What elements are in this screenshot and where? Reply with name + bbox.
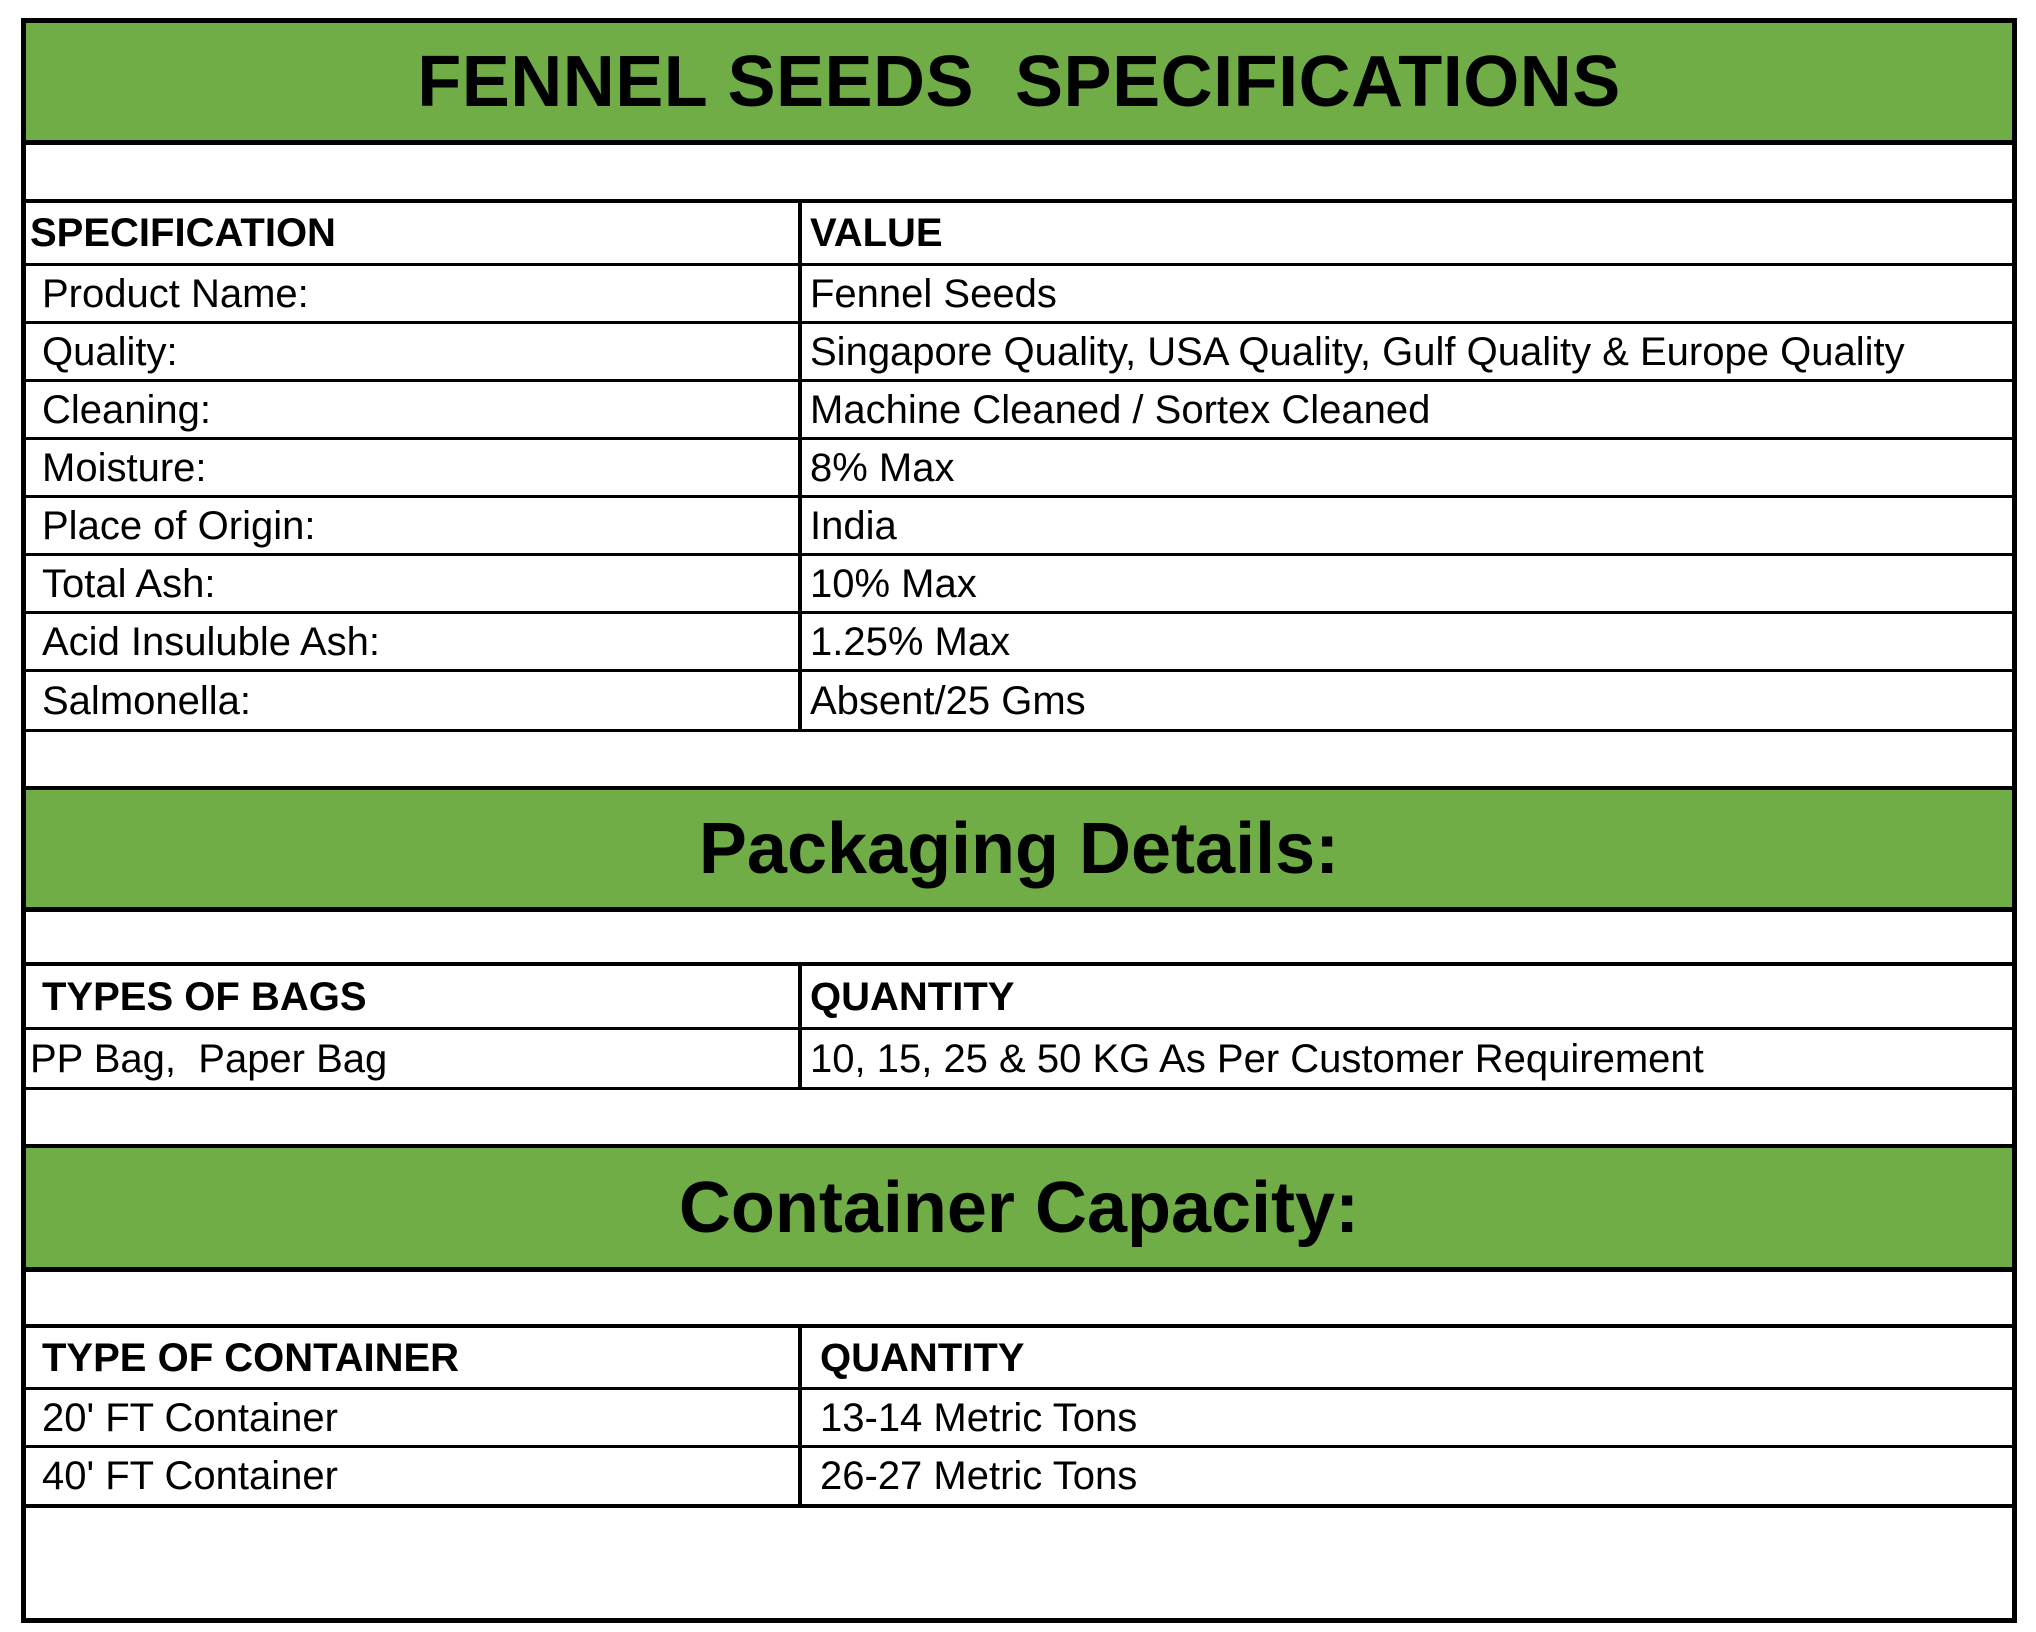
spacer-row (26, 1272, 2012, 1328)
spec-header-row (26, 203, 2012, 266)
spacer-row (26, 1090, 2012, 1148)
value-cell (802, 614, 2012, 669)
label-cell (26, 440, 802, 495)
value-cell (802, 324, 2012, 379)
table-row (26, 614, 2012, 672)
label-cell (26, 672, 802, 729)
container-header-row (26, 1328, 2012, 1390)
table-row (26, 1448, 2012, 1508)
spec-header-right: VALUE (810, 211, 943, 255)
container-title-band (26, 1148, 2012, 1272)
row-value: 10, 15, 25 & 50 KG As Per Customer Requirement (810, 1036, 1704, 1081)
row-value: Machine Cleaned / Sortex Cleaned (810, 387, 1431, 432)
table-row (26, 556, 2012, 614)
table-row (26, 382, 2012, 440)
row-label: Moisture: (42, 445, 207, 490)
value-cell (802, 266, 2012, 321)
value-cell (802, 556, 2012, 611)
container-header-left-cell (26, 1328, 802, 1387)
table-row (26, 1030, 2012, 1090)
spec-header-left-cell (26, 203, 802, 263)
row-value: India (810, 503, 897, 548)
label-cell (26, 1448, 802, 1504)
packaging-header-left-cell (26, 966, 802, 1027)
value-cell (802, 498, 2012, 553)
row-value: 10% Max (810, 561, 977, 606)
row-label: Salmonella: (42, 678, 252, 723)
packaging-header-left: TYPES OF BAGS (42, 974, 367, 1019)
value-cell (802, 440, 2012, 495)
spec-title-band (26, 23, 2012, 145)
container-header-right: QUANTITY (820, 1335, 1025, 1380)
value-cell (802, 1390, 2012, 1445)
row-value: Absent/25 Gms (810, 678, 1086, 723)
value-cell (802, 1030, 2012, 1087)
container-header-right-cell (802, 1328, 2012, 1387)
label-cell (26, 614, 802, 669)
label-cell (26, 556, 802, 611)
label-cell (26, 382, 802, 437)
value-cell (802, 382, 2012, 437)
spacer-row (26, 145, 2012, 203)
label-cell (26, 498, 802, 553)
row-value: 1.25% Max (810, 619, 1011, 664)
value-cell (802, 672, 2012, 729)
row-label: Product Name: (42, 271, 309, 316)
row-label: Acid Insuluble Ash: (42, 619, 380, 664)
label-cell (26, 1030, 802, 1087)
row-label: 40' FT Container (42, 1454, 338, 1498)
packaging-header-row (26, 966, 2012, 1030)
spec-header-right-cell (802, 203, 2012, 263)
spec-sheet (21, 18, 2017, 1623)
packaging-title-band (26, 790, 2012, 912)
row-value: 8% Max (810, 445, 955, 490)
row-value: Fennel Seeds (810, 271, 1057, 316)
table-row (26, 266, 2012, 324)
label-cell (26, 266, 802, 321)
table-row (26, 440, 2012, 498)
value-cell (802, 1448, 2012, 1504)
spec-header-left: SPECIFICATION (30, 211, 336, 255)
row-label: Cleaning: (42, 387, 212, 432)
row-label: Place of Origin: (42, 503, 316, 548)
label-cell (26, 1390, 802, 1445)
table-row (26, 324, 2012, 382)
table-row (26, 498, 2012, 556)
packaging-title: Packaging Details: (698, 808, 1340, 889)
row-value: 26-27 Metric Tons (820, 1454, 1138, 1498)
row-value: Singapore Quality, USA Quality, Gulf Quality & Europe Quality (810, 329, 1905, 374)
spacer-row (26, 732, 2012, 790)
label-cell (26, 324, 802, 379)
spacer-row (26, 912, 2012, 966)
spec-title: FENNEL SEEDS SPECIFICATIONS (417, 41, 1621, 122)
packaging-header-right-cell (802, 966, 2012, 1027)
row-label: Quality: (42, 329, 178, 374)
container-header-left: TYPE OF CONTAINER (42, 1335, 460, 1380)
packaging-header-right: QUANTITY (810, 974, 1015, 1019)
container-title: Container Capacity: (678, 1167, 1360, 1248)
row-value: 13-14 Metric Tons (820, 1395, 1138, 1440)
row-label: 20' FT Container (42, 1395, 338, 1440)
table-row (26, 1390, 2012, 1448)
row-label: Total Ash: (42, 561, 216, 606)
table-row (26, 672, 2012, 732)
row-label: PP Bag, Paper Bag (30, 1036, 388, 1081)
